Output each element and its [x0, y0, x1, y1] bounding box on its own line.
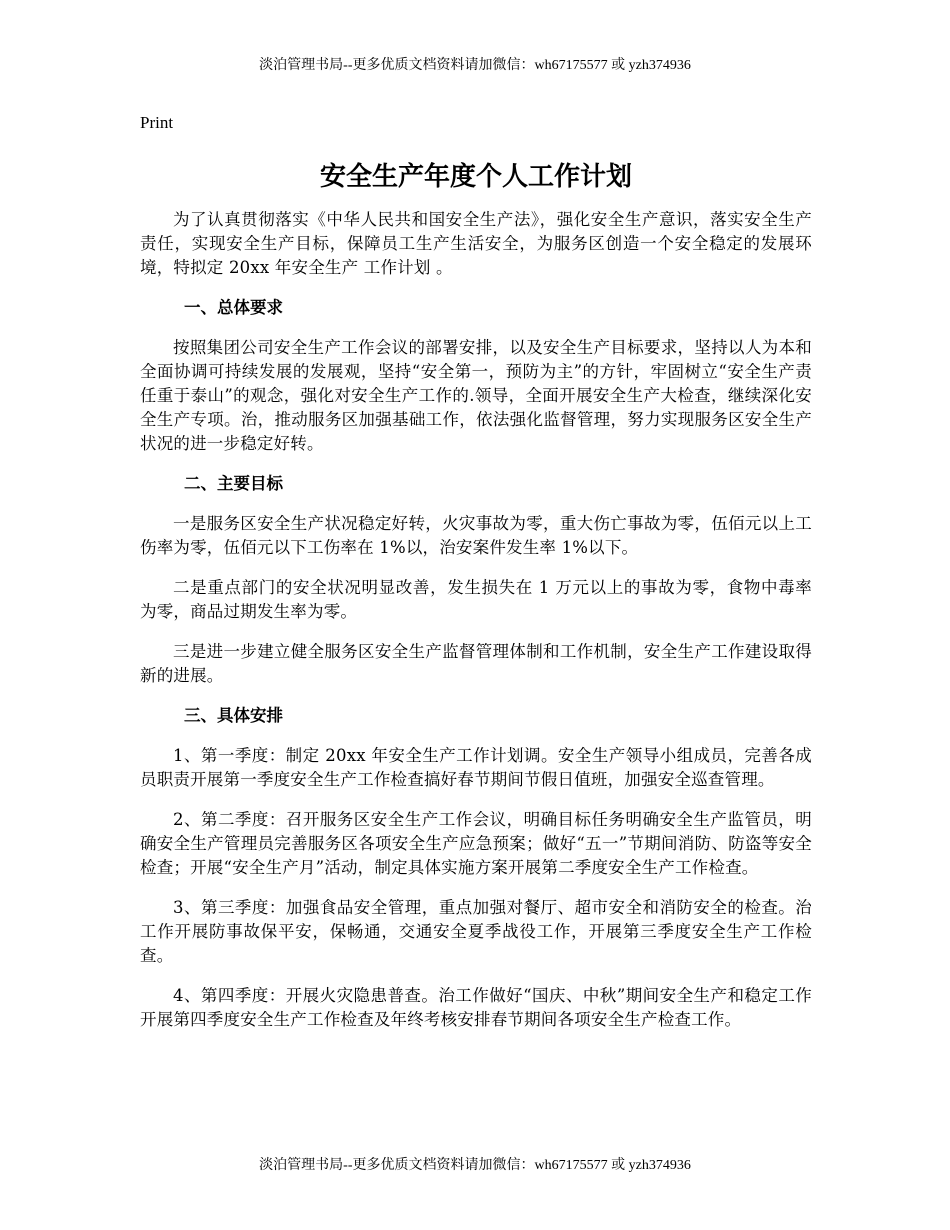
section-paragraph: 三是进一步建立健全服务区安全生产监督管理体制和工作机制，安全生产工作建设取得新的进展。 [140, 642, 812, 685]
section-heading: 三、具体安排 [184, 706, 283, 725]
section-paragraph: 2、第二季度：召开服务区安全生产工作会议，明确目标任务明确安全生产监管员，明确安全生产管理员完善服务区各项安全生产应急预案；做好“五一”节期间消防、防盗等安全检查；开展“安全生产月”活动，制定具体实施方案开展第二季度安全生产工作检查。 [140, 810, 812, 877]
section-heading: 二、主要目标 [184, 474, 283, 493]
section-specific-arrangements [140, 704, 812, 1032]
section-main-goals [140, 472, 812, 688]
document-title: 安全生产年度个人工作计划 [319, 162, 632, 192]
section-general-requirements [140, 296, 812, 456]
section-paragraph: 一是服务区安全生产状况稳定好转，火灾事故为零，重大伤亡事故为零，伍佰元以上工伤率为零，伍佰元以下工伤率在 1%以，治安案件发生率 1%以下。 [140, 514, 812, 557]
section-paragraph: 按照集团公司安全生产工作会议的部署安排，以及安全生产目标要求，坚持以人为本和全面协调可持续发展的发展观，坚持“安全第一，预防为主”的方针，牢固树立“安全生产责任重于泰山”的观念，强化对安全生产工作的.领导，全面开展安全生产大检查，继续深化安全生产专项。治，推动服务区加强基础工作，依法强化监督管理，努力实现服务区安全生产状况的进一步稳定好转。 [140, 338, 812, 453]
section-paragraph: 二是重点部门的安全状况明显改善，发生损失在 1 万元以上的事故为零，食物中毒率为零，商品过期发生率为零。 [140, 578, 812, 621]
section-paragraph: 1、第一季度：制定 20xx 年安全生产工作计划调。安全生产领导小组成员，完善各成员职责开展第一季度安全生产工作检查搞好春节期间节假日值班，加强安全巡查管理。 [140, 746, 812, 789]
page-header: 淡泊管理书局--更多优质文档资料请加微信：wh67175577 或 yzh374936 [259, 58, 691, 73]
page-footer: 淡泊管理书局--更多优质文档资料请加微信：wh67175577 或 yzh374936 [259, 1158, 691, 1173]
section-paragraph: 3、第三季度：加强食品安全管理，重点加强对餐厅、超市安全和消防安全的检查。治工作开展防事故保平安，保畅通，交通安全夏季战役工作，开展第三季度安全生产工作检查。 [140, 898, 812, 965]
document-body [140, 112, 812, 1048]
section-paragraph: 4、第四季度：开展火灾隐患普查。治工作做好“国庆、中秋”期间安全生产和稳定工作开展第四季度安全生产工作检查及年终考核安排春节期间各项安全生产检查工作。 [140, 986, 812, 1029]
section-heading: 一、总体要求 [184, 298, 283, 317]
intro-paragraph: 为了认真贯彻落实《中华人民共和国安全生产法》，强化安全生产意识，落实安全生产责任，实现安全生产目标，保障员工生产生活安全，为服务区创造一个安全稳定的发展环境，特拟定 20xx 年安全生产 工作计划 。 [140, 210, 812, 277]
print-label: Print [140, 113, 174, 132]
